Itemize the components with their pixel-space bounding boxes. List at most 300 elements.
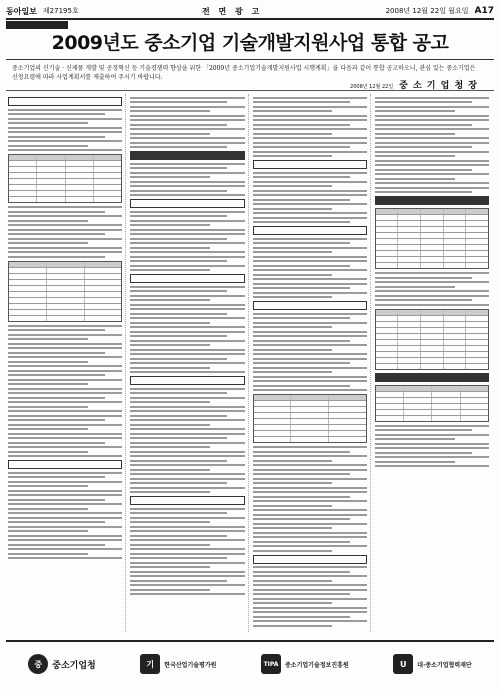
text-line bbox=[8, 406, 88, 408]
text-line bbox=[8, 127, 122, 129]
text-line bbox=[130, 322, 210, 324]
text-line bbox=[130, 269, 210, 271]
kitep-emblem-icon: 기 bbox=[140, 654, 160, 674]
text-line bbox=[130, 211, 244, 213]
table-row bbox=[376, 263, 488, 268]
text-line bbox=[8, 557, 122, 559]
text-line bbox=[8, 428, 88, 430]
text-line bbox=[130, 539, 244, 541]
text-line bbox=[130, 437, 227, 439]
text-line bbox=[253, 260, 367, 262]
text-line bbox=[130, 308, 244, 310]
table-cell bbox=[466, 233, 488, 238]
text-line bbox=[253, 221, 350, 223]
text-line bbox=[8, 215, 122, 217]
table-cell bbox=[9, 262, 47, 267]
table-cell bbox=[466, 334, 488, 339]
column-3 bbox=[253, 94, 371, 632]
text-line bbox=[130, 575, 244, 577]
table-cell bbox=[421, 257, 444, 262]
text-line bbox=[253, 331, 367, 333]
table-cell bbox=[421, 328, 444, 333]
data-table bbox=[8, 154, 122, 203]
text-line bbox=[253, 469, 367, 471]
table-cell bbox=[444, 227, 467, 232]
signature-date: 2008년 12월 22일 bbox=[350, 84, 394, 90]
text-line bbox=[375, 173, 489, 175]
text-line bbox=[130, 392, 227, 394]
table-cell bbox=[66, 155, 94, 160]
table-cell bbox=[376, 386, 404, 391]
table-cell bbox=[432, 398, 460, 403]
text-line bbox=[8, 503, 122, 505]
text-line bbox=[253, 247, 367, 249]
text-line bbox=[253, 101, 350, 103]
text-line bbox=[375, 178, 455, 180]
table-cell bbox=[47, 316, 85, 321]
table-cell bbox=[376, 352, 399, 357]
text-line bbox=[253, 482, 333, 484]
section-heading-bar bbox=[375, 196, 489, 205]
table-cell bbox=[66, 173, 94, 178]
text-line bbox=[253, 190, 367, 192]
text-line bbox=[375, 304, 489, 306]
sponsor-footer bbox=[6, 640, 494, 686]
text-line bbox=[130, 401, 210, 403]
text-line bbox=[253, 385, 350, 387]
text-line bbox=[253, 505, 333, 507]
text-line bbox=[375, 443, 489, 445]
section-heading-bar bbox=[253, 301, 367, 310]
issue-number: 제27195호 bbox=[42, 7, 79, 15]
text-line bbox=[8, 553, 88, 555]
body-columns bbox=[8, 94, 492, 632]
publication-date: 2008년 12월 22일 월요일 bbox=[385, 7, 469, 15]
table-cell bbox=[47, 286, 85, 291]
text-line bbox=[253, 589, 367, 591]
table-cell bbox=[291, 407, 329, 412]
table-cell bbox=[444, 245, 467, 250]
text-line bbox=[375, 146, 472, 148]
table-cell bbox=[37, 179, 65, 184]
text-line bbox=[130, 251, 244, 253]
intro-text: 중소기업의 신기술 · 신제품 개발 및 공정혁신 등 기술경쟁력 향상을 위한 「2009년 중소기업기술개발지원사업 시행계획」을 다음과 같이 통합 공고하오니, 관심 있는 중소기업은 신청요령에 따라 사업계획서를 제출하여 주시기 바랍니다. bbox=[12, 65, 476, 81]
text-line bbox=[130, 433, 244, 435]
table-cell bbox=[85, 292, 122, 297]
table-cell bbox=[432, 404, 460, 409]
text-line bbox=[253, 491, 367, 493]
table-cell bbox=[466, 257, 488, 262]
section-heading-bar bbox=[253, 226, 367, 235]
table-cell bbox=[254, 425, 292, 430]
text-line bbox=[375, 128, 489, 130]
text-line bbox=[130, 299, 210, 301]
text-line bbox=[253, 571, 350, 573]
table-row bbox=[9, 197, 121, 202]
table-cell bbox=[37, 161, 65, 166]
text-line bbox=[375, 461, 455, 463]
table-cell bbox=[398, 263, 421, 268]
text-line bbox=[130, 247, 210, 249]
text-line bbox=[253, 518, 350, 520]
text-line bbox=[253, 313, 367, 315]
table-cell bbox=[461, 398, 488, 403]
table-cell bbox=[444, 221, 467, 226]
text-line bbox=[8, 149, 122, 151]
table-cell bbox=[254, 401, 292, 406]
text-line bbox=[130, 290, 227, 292]
text-line bbox=[253, 607, 367, 609]
text-line bbox=[130, 482, 227, 484]
table-cell bbox=[466, 328, 488, 333]
table-cell bbox=[421, 316, 444, 321]
table-cell bbox=[444, 215, 467, 220]
text-line bbox=[8, 526, 122, 528]
text-line bbox=[130, 295, 244, 297]
table-cell bbox=[291, 419, 329, 424]
table-row bbox=[376, 364, 488, 369]
text-line bbox=[253, 478, 367, 480]
text-line bbox=[253, 362, 350, 364]
text-line bbox=[375, 151, 489, 153]
table-cell bbox=[291, 425, 329, 430]
text-line bbox=[130, 260, 227, 262]
table-cell bbox=[37, 185, 65, 190]
text-line bbox=[8, 206, 122, 208]
text-line bbox=[8, 343, 122, 345]
text-line bbox=[8, 118, 122, 120]
text-line bbox=[8, 145, 88, 147]
table-cell bbox=[432, 416, 460, 421]
text-line bbox=[253, 119, 367, 121]
text-line bbox=[8, 247, 122, 249]
table-cell bbox=[421, 334, 444, 339]
table-cell bbox=[47, 310, 85, 315]
text-line bbox=[253, 593, 350, 595]
text-line bbox=[130, 455, 244, 457]
table-cell bbox=[404, 392, 432, 397]
text-line bbox=[8, 455, 122, 457]
text-line bbox=[375, 452, 472, 454]
table-cell bbox=[421, 227, 444, 232]
text-line bbox=[253, 155, 333, 157]
text-line bbox=[8, 242, 88, 244]
text-line bbox=[375, 438, 455, 440]
text-line bbox=[375, 281, 489, 283]
text-line bbox=[375, 447, 489, 449]
data-table bbox=[375, 208, 489, 269]
text-line bbox=[253, 455, 367, 457]
text-line bbox=[130, 589, 210, 591]
table-cell bbox=[421, 346, 444, 351]
table-cell bbox=[329, 431, 366, 436]
sponsor-name: 중소기업청 bbox=[52, 660, 96, 671]
section-heading-bar bbox=[130, 151, 244, 160]
text-line bbox=[130, 317, 244, 319]
text-line bbox=[130, 415, 227, 417]
text-line bbox=[253, 541, 350, 543]
text-line bbox=[8, 548, 122, 550]
table-cell bbox=[291, 431, 329, 436]
text-line bbox=[253, 265, 350, 267]
text-line bbox=[253, 208, 333, 210]
table-cell bbox=[9, 298, 47, 303]
table-cell bbox=[376, 322, 399, 327]
table-cell bbox=[432, 386, 460, 391]
table-cell bbox=[47, 280, 85, 285]
table-cell bbox=[444, 263, 467, 268]
text-line bbox=[130, 557, 227, 559]
table-cell bbox=[376, 416, 404, 421]
text-line bbox=[253, 446, 367, 448]
text-line bbox=[8, 481, 122, 483]
table-cell bbox=[421, 209, 444, 214]
text-line bbox=[8, 140, 122, 142]
text-line bbox=[130, 526, 244, 528]
text-line bbox=[253, 527, 333, 529]
text-line bbox=[130, 242, 244, 244]
section-heading-bar bbox=[8, 97, 122, 106]
text-line bbox=[8, 508, 88, 510]
table-cell bbox=[404, 386, 432, 391]
text-line bbox=[253, 283, 367, 285]
text-line bbox=[8, 424, 122, 426]
text-line bbox=[8, 397, 105, 399]
text-line bbox=[130, 176, 210, 178]
text-line bbox=[8, 401, 122, 403]
table-cell bbox=[466, 316, 488, 321]
table-cell bbox=[291, 395, 329, 400]
masthead-left bbox=[6, 6, 79, 17]
text-line bbox=[8, 238, 122, 240]
text-line bbox=[253, 602, 333, 604]
table-cell bbox=[329, 425, 366, 430]
table-cell bbox=[94, 197, 121, 202]
table-cell bbox=[254, 395, 292, 400]
text-line bbox=[130, 358, 227, 360]
text-line bbox=[253, 340, 350, 342]
text-line bbox=[130, 340, 244, 342]
text-line bbox=[253, 242, 350, 244]
text-line bbox=[130, 172, 244, 174]
text-line bbox=[8, 415, 122, 417]
text-line bbox=[253, 376, 367, 378]
table-cell bbox=[466, 310, 488, 315]
text-line bbox=[253, 575, 367, 577]
masthead-right bbox=[386, 6, 494, 16]
table-cell bbox=[47, 304, 85, 309]
table-cell bbox=[9, 179, 37, 184]
section-label: 전 면 광 고 bbox=[202, 6, 263, 16]
text-line bbox=[8, 224, 122, 226]
text-line bbox=[130, 388, 244, 390]
text-line bbox=[375, 434, 489, 436]
text-line bbox=[253, 464, 367, 466]
table-cell bbox=[466, 227, 488, 232]
section-heading-bar bbox=[130, 199, 244, 208]
text-line bbox=[253, 349, 333, 351]
text-line bbox=[130, 428, 244, 430]
table-cell bbox=[376, 328, 399, 333]
table-cell bbox=[66, 191, 94, 196]
text-line bbox=[253, 545, 367, 547]
table-cell bbox=[47, 292, 85, 297]
table-cell bbox=[47, 298, 85, 303]
table-cell bbox=[47, 262, 85, 267]
text-line bbox=[130, 313, 227, 315]
table-cell bbox=[85, 274, 122, 279]
text-line bbox=[253, 251, 333, 253]
text-line bbox=[253, 611, 367, 613]
text-line bbox=[8, 494, 122, 496]
text-line bbox=[253, 616, 350, 618]
table-cell bbox=[444, 257, 467, 262]
text-line bbox=[253, 274, 333, 276]
text-line bbox=[130, 406, 244, 408]
text-line bbox=[253, 326, 333, 328]
table-cell bbox=[444, 239, 467, 244]
table-cell bbox=[421, 221, 444, 226]
table-cell bbox=[376, 310, 399, 315]
text-line bbox=[8, 109, 122, 111]
table-cell bbox=[398, 221, 421, 226]
text-line bbox=[130, 110, 210, 112]
text-line bbox=[375, 106, 489, 108]
text-line bbox=[8, 325, 122, 327]
section-heading-bar bbox=[130, 274, 244, 283]
text-line bbox=[253, 473, 350, 475]
section-heading-bar bbox=[8, 460, 122, 469]
table-cell bbox=[37, 197, 65, 202]
section-heading-bar bbox=[253, 555, 367, 564]
table-cell bbox=[376, 340, 399, 345]
text-line bbox=[253, 496, 350, 498]
column-1 bbox=[8, 94, 126, 632]
text-line bbox=[253, 296, 333, 298]
text-line bbox=[253, 287, 350, 289]
text-line bbox=[375, 425, 489, 427]
text-line bbox=[253, 598, 367, 600]
text-line bbox=[130, 517, 244, 519]
table-cell bbox=[376, 209, 399, 214]
table-cell bbox=[9, 310, 47, 315]
text-line bbox=[253, 128, 367, 130]
text-line bbox=[130, 229, 244, 231]
text-line bbox=[8, 370, 122, 372]
text-line bbox=[130, 371, 244, 373]
table-cell bbox=[398, 352, 421, 357]
text-line bbox=[375, 290, 489, 292]
text-line bbox=[8, 490, 122, 492]
table-cell bbox=[444, 364, 467, 369]
text-line bbox=[253, 185, 333, 187]
text-line bbox=[130, 106, 244, 108]
text-line bbox=[130, 124, 227, 126]
table-cell bbox=[398, 334, 421, 339]
text-line bbox=[253, 389, 367, 391]
text-line bbox=[130, 478, 244, 480]
tipa-emblem-icon: TIPA bbox=[261, 654, 281, 674]
table-cell bbox=[421, 215, 444, 220]
table-cell bbox=[376, 251, 399, 256]
table-cell bbox=[376, 227, 399, 232]
table-cell bbox=[398, 257, 421, 262]
text-line bbox=[8, 122, 88, 124]
text-line bbox=[253, 358, 367, 360]
table-cell bbox=[9, 304, 47, 309]
table-cell bbox=[376, 410, 404, 415]
text-line bbox=[253, 625, 333, 627]
table-cell bbox=[254, 431, 292, 436]
table-cell bbox=[376, 398, 404, 403]
text-line bbox=[253, 142, 367, 144]
table-cell bbox=[404, 410, 432, 415]
text-line bbox=[130, 464, 244, 466]
sponsor-name: 중소기업기술정보진흥원 bbox=[284, 661, 349, 669]
text-line bbox=[375, 191, 472, 193]
text-line bbox=[253, 97, 367, 99]
text-line bbox=[253, 451, 350, 453]
text-line bbox=[130, 521, 210, 523]
text-line bbox=[8, 374, 105, 376]
table-cell bbox=[444, 251, 467, 256]
text-line bbox=[130, 137, 244, 139]
table-cell bbox=[85, 268, 122, 273]
table-cell bbox=[444, 352, 467, 357]
text-line bbox=[253, 380, 367, 382]
text-line bbox=[253, 317, 350, 319]
text-line bbox=[375, 97, 489, 99]
section-heading-bar bbox=[375, 373, 489, 382]
text-line bbox=[8, 361, 88, 363]
signature-org: 중 소 기 업 청 장 bbox=[399, 81, 478, 91]
foundation-emblem-icon: U bbox=[393, 654, 413, 674]
table-cell bbox=[466, 322, 488, 327]
table-cell bbox=[37, 191, 65, 196]
text-line bbox=[130, 367, 210, 369]
table-cell bbox=[376, 392, 404, 397]
text-line bbox=[130, 473, 244, 475]
text-line bbox=[130, 593, 244, 595]
text-line bbox=[253, 110, 333, 112]
table-cell bbox=[37, 155, 65, 160]
table-cell bbox=[9, 268, 47, 273]
table-cell bbox=[9, 167, 37, 172]
text-line bbox=[130, 335, 227, 337]
table-cell bbox=[376, 263, 399, 268]
table-cell bbox=[421, 251, 444, 256]
text-line bbox=[8, 442, 105, 444]
text-line bbox=[8, 419, 105, 421]
text-line bbox=[375, 465, 489, 467]
table-cell bbox=[94, 179, 121, 184]
text-line bbox=[8, 211, 105, 213]
table-cell bbox=[9, 185, 37, 190]
text-line bbox=[253, 181, 367, 183]
table-cell bbox=[421, 233, 444, 238]
table-cell bbox=[398, 239, 421, 244]
page-number: A17 bbox=[474, 6, 494, 16]
section-heading-bar bbox=[130, 496, 244, 505]
text-line bbox=[130, 460, 227, 462]
text-line bbox=[130, 97, 244, 99]
text-line bbox=[375, 110, 455, 112]
text-line bbox=[253, 371, 333, 373]
text-line bbox=[130, 571, 244, 573]
section-heading-bar bbox=[130, 376, 244, 385]
text-line bbox=[253, 353, 367, 355]
text-line bbox=[130, 353, 244, 355]
